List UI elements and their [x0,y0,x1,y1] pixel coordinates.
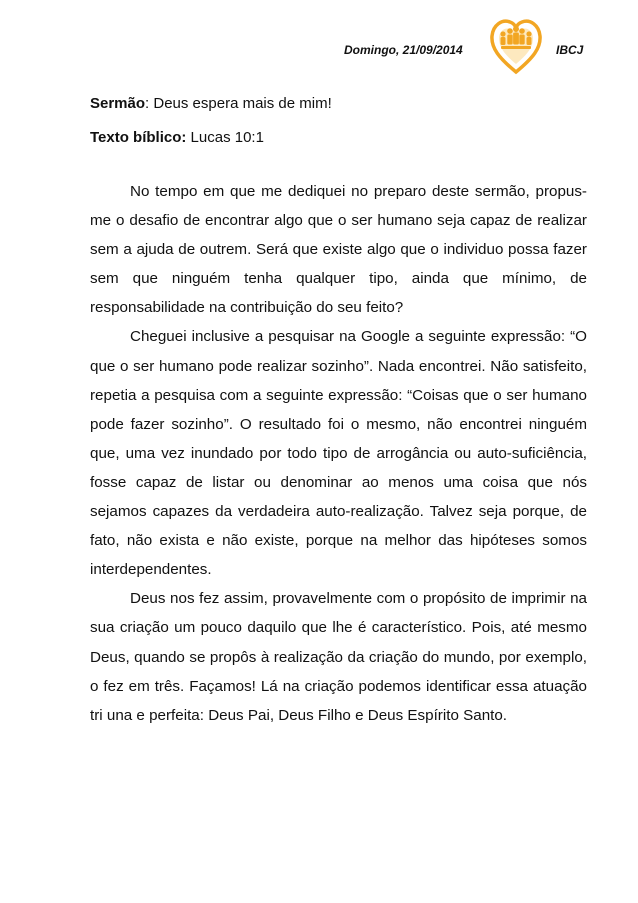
header-org: IBCJ [556,43,584,57]
bible-text-line [90,129,590,146]
bible-text-reference: Lucas 10:1 [186,129,264,146]
sermon-body [90,177,587,730]
sermon-label: Sermão [90,95,146,112]
sermon-line [90,95,590,112]
page-header [0,14,638,78]
paragraph: No tempo em que me dediquei no preparo deste sermão, propus-me o desafio de encontrar algo que o ser humano seja capaz de realizar sem a ajuda de outrem. Será que existe algo que o individuo possa fazer sem que ninguém tenha qualquer tipo, ainda que mínimo, de responsabilidade na contribuição do seu feito? [90,183,587,317]
paragraph: Deus nos fez assim, provavelmente com o propósito de imprimir na sua criação um pouco daquilo que lhe é característico. Pois, até mesmo Deus, quando se propôs à realização da criação do mundo, por exemplo, o fez em três. Façamos! Lá na criação podemos identificar essa atuação tri una e perfeita: Deus Pai, Deus Filho e Deus Espírito Santo. [90,590,587,724]
church-heart-logo-icon [489,14,543,76]
paragraph: Cheguei inclusive a pesquisar na Google a seguinte expressão: “O que o ser humano pode realizar sozinho”. Nada encontrei. Não satisfeito, repetia a pesquisa com a seguinte expressão: “Coisas que o ser humano pode fazer sozinho”. O resultado foi o mesmo, não encontrei ninguém que, uma vez inundado por todo tipo de arrogância ou auto-suficiência, fosse capaz de listar ou denominar ao menos uma coisa que nós sejamos capazes da verdadeira auto-realização. Talvez seja porque, de fato, não exista e não existe, porque na melhor das hipóteses somos interdependentes. [90,328,587,579]
bible-text-label: Texto bíblico: [90,129,187,146]
header-date: Domingo, 21/09/2014 [344,43,463,57]
sermon-title: : Deus espera mais de mim! [145,95,332,112]
